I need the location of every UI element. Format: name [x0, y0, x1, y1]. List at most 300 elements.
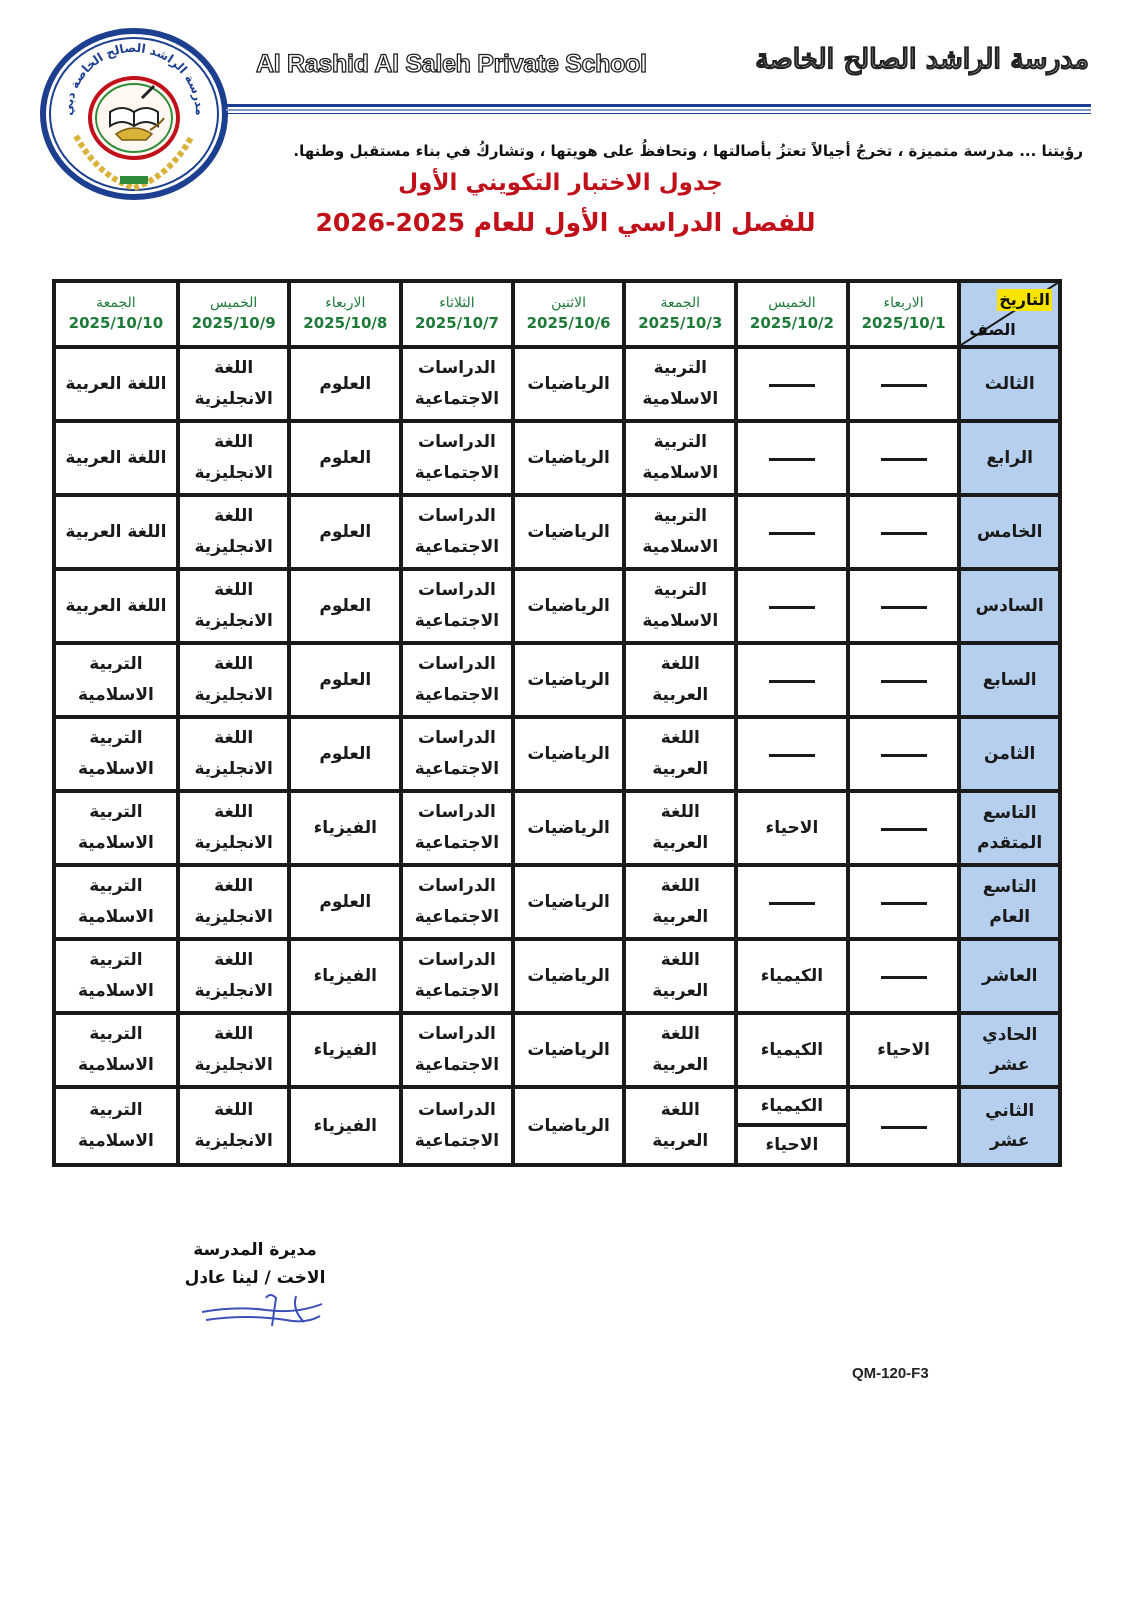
subject-label: الاسلامية: [77, 907, 154, 927]
subject-cell: [624, 1013, 736, 1087]
subject-label: اللغة: [660, 1100, 700, 1120]
subject-label: العلوم: [319, 521, 372, 542]
no-exam-dash: [881, 1126, 927, 1129]
header-date: 2025/10/2: [749, 314, 834, 332]
subject-cell: [401, 791, 513, 865]
subject-label: الدراسات: [418, 358, 496, 378]
no-exam-dash: [769, 532, 815, 535]
header-date: 2025/10/8: [303, 314, 388, 332]
subject-label: التربية: [89, 728, 143, 748]
subject-label: الفيزياء: [313, 817, 377, 838]
no-exam-dash: [881, 754, 927, 757]
subject-label: الانجليزية: [194, 1055, 273, 1075]
subject-cell: [848, 643, 960, 717]
subject-cell: [736, 1087, 848, 1165]
subject-label: الانجليزية: [194, 981, 273, 1001]
subject-cell: [513, 865, 625, 939]
subject-label: اللغة: [214, 654, 254, 674]
subject-label: الاجتماعية: [414, 537, 500, 557]
exam-schedule-table: [52, 279, 1062, 1167]
subject-label: الدراسات: [418, 654, 496, 674]
subject-label: الاسلامية: [77, 685, 154, 705]
subject-cell: [624, 717, 736, 791]
logo-arc-text: مدرسة الراشد الصالح الخاصة دبي: [60, 40, 208, 116]
subject-label: الرياضيات: [527, 1115, 610, 1136]
table-header-row: [54, 281, 1060, 347]
subject-cell: [624, 347, 736, 421]
subject-label: العربية: [652, 1055, 709, 1075]
subject-label: اللغة: [214, 580, 254, 600]
table-row: [54, 791, 1060, 865]
subject-cell: [54, 347, 178, 421]
subject-cell: [178, 1087, 290, 1165]
subject-label: الاسلامية: [77, 833, 154, 853]
table-row: [54, 1013, 1060, 1087]
subject-label: الدراسات: [418, 580, 496, 600]
subject-cell: [513, 717, 625, 791]
subject-label: الاسلامية: [642, 463, 719, 483]
principal-block: [170, 1236, 340, 1292]
subject-cell: [736, 495, 848, 569]
subject-label: اللغة: [660, 876, 700, 896]
grade-cell: [959, 717, 1060, 791]
subject-label: الانجليزية: [194, 759, 273, 779]
table-row: [54, 939, 1060, 1013]
subject-cell: [401, 421, 513, 495]
grade-label: عشر: [989, 1131, 1030, 1151]
header-day: الخميس: [768, 295, 816, 311]
header-date: 2025/10/3: [638, 314, 723, 332]
subject-cell: [401, 1087, 513, 1165]
subject-cell: [736, 791, 848, 865]
subject-cell: [401, 939, 513, 1013]
grade-cell: [959, 421, 1060, 495]
subject-label: الرياضيات: [527, 595, 610, 616]
subject-label: الرياضيات: [527, 521, 610, 542]
header-date: 2025/10/7: [414, 314, 499, 332]
no-exam-dash: [881, 606, 927, 609]
subject-cell: [736, 347, 848, 421]
subject-label: التربية: [89, 802, 143, 822]
table-row: [54, 569, 1060, 643]
subject-label: اللغة: [214, 876, 254, 896]
subject-label: الاجتماعية: [414, 611, 500, 631]
subject-label: العربية: [652, 981, 709, 1001]
subject-label: الدراسات: [418, 432, 496, 452]
subject-label: الاجتماعية: [414, 463, 500, 483]
subject-label: اللغة: [660, 1024, 700, 1044]
subject-cell: [54, 1013, 178, 1087]
subject-cell: [848, 495, 960, 569]
subject-label: الفيزياء: [313, 1039, 377, 1060]
subject-cell: [54, 865, 178, 939]
table-row: [54, 495, 1060, 569]
grade-label: الثامن: [984, 744, 1036, 764]
subject-label: الانجليزية: [194, 463, 273, 483]
subject-cell: [401, 495, 513, 569]
subject-cell: [848, 717, 960, 791]
subject-label: اللغة: [214, 802, 254, 822]
table-row: [54, 865, 1060, 939]
header-day: الخميس: [209, 295, 258, 311]
schedule-subtitle-text: للفصل الدراسي الأول للعام 2025-2026: [315, 208, 816, 237]
grade-label: الحادي: [982, 1025, 1038, 1045]
grade-label: السابع: [982, 670, 1037, 690]
subject-cell: [624, 939, 736, 1013]
subject-label: اللغة: [214, 358, 254, 378]
subject-label: الاجتماعية: [414, 907, 500, 927]
subject-label: اللغة: [660, 802, 700, 822]
subject-label: اللغة العربية: [65, 595, 167, 616]
header-date: 2025/10/1: [861, 314, 946, 332]
grade-cell: [959, 1013, 1060, 1087]
grade-cell: [959, 939, 1060, 1013]
subject-cell: [624, 865, 736, 939]
subject-label: الكيمياء: [760, 965, 824, 986]
subject-cell: [178, 347, 290, 421]
schedule-subtitle: [0, 208, 1131, 237]
subject-label: اللغة العربية: [65, 373, 167, 394]
subject-cell: [178, 791, 290, 865]
subject-cell: [289, 865, 401, 939]
form-code: QM-120-F3: [852, 1365, 929, 1382]
subject-cell: [513, 791, 625, 865]
subject-cell: [848, 421, 960, 495]
subject-cell: [289, 643, 401, 717]
date-header-cell: [289, 281, 401, 347]
date-header-cell: [513, 281, 625, 347]
table-row: [54, 347, 1060, 421]
subject-label: الاحياء: [877, 1039, 930, 1060]
subject-cell: [289, 421, 401, 495]
subject-label: اللغة: [214, 728, 254, 748]
subject-label: الرياضيات: [527, 669, 610, 690]
subject-cell: [401, 347, 513, 421]
no-exam-dash: [881, 828, 927, 831]
subject-cell: [624, 643, 736, 717]
subject-cell: [178, 1013, 290, 1087]
header-day: الاربعاء: [883, 295, 924, 311]
no-exam-dash: [881, 902, 927, 905]
subject-label: الاسلامية: [642, 611, 719, 631]
grade-cell: [959, 865, 1060, 939]
subject-cell: [513, 1013, 625, 1087]
subject-label: اللغة: [660, 728, 700, 748]
school-name-ar: مدرسة الراشد الصالح الخاصة: [755, 44, 1089, 75]
subject-label: التربية: [89, 950, 143, 970]
subject-label: التربية: [653, 506, 707, 526]
subject-label: العلوم: [319, 669, 372, 690]
subject-label: الدراسات: [418, 728, 496, 748]
subject-label: اللغة: [214, 432, 254, 452]
subject-cell: [401, 643, 513, 717]
subject-label: الرياضيات: [527, 965, 610, 986]
subject-cell: [178, 569, 290, 643]
subject-cell: [513, 643, 625, 717]
no-exam-dash: [769, 902, 815, 905]
grade-cell: [959, 569, 1060, 643]
subject-label: الانجليزية: [194, 1131, 273, 1151]
grade-label: التاسع: [982, 803, 1037, 823]
signature: [196, 1290, 328, 1330]
subject-cell: [736, 865, 848, 939]
subject-label: الفيزياء: [313, 965, 377, 986]
subject-label: التربية: [89, 1024, 143, 1044]
subject-cell: [289, 495, 401, 569]
subject-cell: [289, 791, 401, 865]
subject-label: العلوم: [319, 447, 372, 468]
subject-cell: [848, 569, 960, 643]
subject-label: اللغة: [660, 654, 700, 674]
subject-label: الدراسات: [418, 950, 496, 970]
subject-label: الدراسات: [418, 1024, 496, 1044]
subject-cell: [848, 791, 960, 865]
header-day: الجمعة: [660, 295, 701, 311]
subject-cell: [178, 643, 290, 717]
subject-cell: [848, 347, 960, 421]
no-exam-dash: [881, 680, 927, 683]
grade-cell: [959, 643, 1060, 717]
header-rule: [226, 113, 1091, 114]
subject-label: الاجتماعية: [414, 833, 500, 853]
subject-cell: [513, 347, 625, 421]
subject-cell: [178, 717, 290, 791]
subject-cell: [848, 1087, 960, 1165]
subject-cell: [513, 569, 625, 643]
subject-cell: [736, 643, 848, 717]
subject-label: الرياضيات: [527, 891, 610, 912]
grade-label: الرابع: [986, 448, 1033, 468]
subject-cell: [401, 717, 513, 791]
subject-label: الانجليزية: [194, 685, 273, 705]
no-exam-dash: [769, 754, 815, 757]
subject-label: الاجتماعية: [414, 1131, 500, 1151]
header-date: 2025/10/10: [68, 314, 164, 332]
subject-cell: [289, 939, 401, 1013]
corner-date-label: التاريخ: [999, 290, 1050, 309]
subject-label: الرياضيات: [527, 373, 610, 394]
subject-label: العربية: [652, 1131, 709, 1151]
subject-label: الكيمياء: [760, 1039, 824, 1060]
subject-label: الدراسات: [418, 506, 496, 526]
grade-label: الخامس: [977, 522, 1043, 542]
subject-cell: [178, 865, 290, 939]
subject-cell: [624, 1087, 736, 1165]
subject-label: الاسلامية: [642, 537, 719, 557]
subject-cell: [54, 569, 178, 643]
subject-label: العلوم: [319, 743, 372, 764]
no-exam-dash: [769, 606, 815, 609]
principal-title: مديرة المدرسة: [193, 1240, 317, 1260]
grade-cell: [959, 791, 1060, 865]
subject-label: اللغة: [214, 1024, 254, 1044]
subject-cell: [513, 495, 625, 569]
subject-cell: [513, 1087, 625, 1165]
subject-cell: [54, 1087, 178, 1165]
date-header-cell: [401, 281, 513, 347]
header-day: الاثنين: [551, 295, 587, 311]
subject-label: العربية: [652, 907, 709, 927]
subject-cell: [289, 569, 401, 643]
subject-cell: [54, 643, 178, 717]
date-header-cell: [54, 281, 178, 347]
header-date: 2025/10/6: [526, 314, 611, 332]
subject-label: الاجتماعية: [414, 685, 500, 705]
subject-label: الكيمياء: [738, 1089, 846, 1127]
subject-label: الاجتماعية: [414, 759, 500, 779]
subject-cell: [54, 717, 178, 791]
subject-label: اللغة العربية: [65, 447, 167, 468]
subject-label: الاحياء: [765, 1135, 819, 1155]
subject-cell: [624, 495, 736, 569]
subject-label: الانجليزية: [194, 389, 273, 409]
grade-cell: [959, 495, 1060, 569]
subject-label: العربية: [652, 685, 709, 705]
header-day: الاربعاء: [325, 295, 366, 311]
subject-label: اللغة: [214, 950, 254, 970]
subject-label: الرياضيات: [527, 447, 610, 468]
subject-cell: [54, 495, 178, 569]
subject-label: الانجليزية: [194, 907, 273, 927]
subject-cell: [736, 569, 848, 643]
no-exam-dash: [769, 458, 815, 461]
subject-label: التربية: [89, 1100, 143, 1120]
subject-cell: [624, 569, 736, 643]
subject-cell: [289, 1013, 401, 1087]
subject-label: الاجتماعية: [414, 1055, 500, 1075]
subject-cell: [513, 939, 625, 1013]
subject-cell: [401, 569, 513, 643]
date-header-cell: [624, 281, 736, 347]
subject-cell: [289, 1087, 401, 1165]
subject-label: الرياضيات: [527, 1039, 610, 1060]
vision-statement: رؤيتنا ... مدرسة متميزة ، تخرجُ أجيالاً تعتزُ بأصالتها ، وتحافظُ على هويتها ، وتشاركُ في بناء مستقبل وطنها.: [293, 142, 1083, 160]
grade-label: عشر: [989, 1055, 1030, 1075]
subject-label: الاجتماعية: [414, 981, 500, 1001]
subject-cell: [736, 1013, 848, 1087]
grade-label: الثالث: [984, 374, 1035, 394]
subject-cell: [401, 1013, 513, 1087]
header-rule: [226, 104, 1091, 107]
principal-name: الاخت / لينا عادل: [184, 1268, 326, 1288]
subject-label: التربية: [89, 654, 143, 674]
subject-cell: [624, 791, 736, 865]
subject-label: اللغة: [660, 950, 700, 970]
table-row: [54, 1087, 1060, 1165]
subject-label: العربية: [652, 759, 709, 779]
grade-label: السادس: [975, 596, 1044, 616]
grade-cell: [959, 1087, 1060, 1165]
subject-label: الرياضيات: [527, 743, 610, 764]
subject-label: اللغة العربية: [65, 521, 167, 542]
subject-label: الاسلامية: [77, 1055, 154, 1075]
subject-label: التربية: [653, 358, 707, 378]
subject-cell: [289, 347, 401, 421]
subject-label: الانجليزية: [194, 537, 273, 557]
subject-cell: [178, 939, 290, 1013]
subject-cell: [289, 717, 401, 791]
table-body: [54, 347, 1060, 1165]
no-exam-dash: [881, 976, 927, 979]
subject-label: العلوم: [319, 595, 372, 616]
table-row: [54, 421, 1060, 495]
corner-grade-label: الصف: [969, 320, 1016, 339]
date-header-cell: [736, 281, 848, 347]
subject-label: الرياضيات: [527, 817, 610, 838]
subject-label: الاسلامية: [77, 981, 154, 1001]
table-row: [54, 717, 1060, 791]
subject-label: الاجتماعية: [414, 389, 500, 409]
subject-label: الاحياء: [765, 817, 819, 838]
subject-cell: [736, 421, 848, 495]
schedule-title: [0, 170, 1131, 196]
subject-label: الدراسات: [418, 876, 496, 896]
subject-label: الانجليزية: [194, 611, 273, 631]
subject-label: العلوم: [319, 891, 372, 912]
subject-cell: [54, 791, 178, 865]
subject-cell: [848, 1013, 960, 1087]
no-exam-dash: [769, 680, 815, 683]
subject-cell: [736, 939, 848, 1013]
grade-label: المتقدم: [977, 833, 1043, 853]
subject-label: التربية: [653, 432, 707, 452]
corner-header-cell: [959, 281, 1060, 347]
subject-label: العربية: [652, 833, 709, 853]
subject-label: التربية: [89, 876, 143, 896]
header-day: الجمعة: [96, 295, 136, 311]
no-exam-dash: [881, 384, 927, 387]
subject-label: الاسلامية: [642, 389, 719, 409]
subject-label: الانجليزية: [194, 833, 273, 853]
grade-label: الثاني: [985, 1101, 1035, 1121]
subject-label: الدراسات: [418, 802, 496, 822]
grade-label: العاشر: [981, 966, 1038, 986]
schedule-title-text: جدول الاختبار التكويني الأول: [398, 170, 723, 196]
subject-label: اللغة: [214, 1100, 254, 1120]
subject-cell: [401, 865, 513, 939]
subject-cell: [54, 421, 178, 495]
subject-cell: [178, 495, 290, 569]
header-date: 2025/10/9: [191, 314, 276, 332]
grade-label: العام: [989, 907, 1031, 927]
table-row: [54, 643, 1060, 717]
subject-cell: [848, 865, 960, 939]
subject-cell: [848, 939, 960, 1013]
subject-label: الفيزياء: [313, 1115, 377, 1136]
grade-cell: [959, 347, 1060, 421]
subject-cell: [736, 717, 848, 791]
school-name-en: Al Rashid Al Saleh Private School: [256, 50, 647, 78]
subject-label: التربية: [653, 580, 707, 600]
subject-label: الدراسات: [418, 1100, 496, 1120]
subject-label: الاسلامية: [77, 1131, 154, 1151]
no-exam-dash: [881, 458, 927, 461]
subject-cell: [178, 421, 290, 495]
subject-cell: [54, 939, 178, 1013]
subject-cell: [513, 421, 625, 495]
subject-label: الاسلامية: [77, 759, 154, 779]
no-exam-dash: [881, 532, 927, 535]
subject-label: العلوم: [319, 373, 372, 394]
header-rule: [226, 109, 1091, 111]
grade-label: التاسع: [982, 877, 1037, 897]
subject-label: اللغة: [214, 506, 254, 526]
subject-cell: [624, 421, 736, 495]
date-header-cell: [848, 281, 960, 347]
no-exam-dash: [769, 384, 815, 387]
header-day: الثلاثاء: [439, 295, 475, 311]
date-header-cell: [178, 281, 290, 347]
